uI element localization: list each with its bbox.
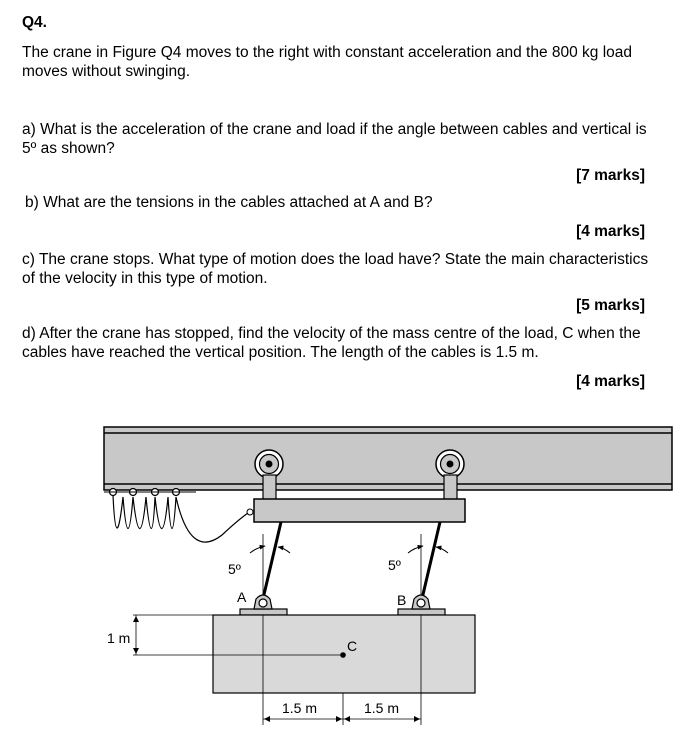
festoon-cable <box>113 495 248 542</box>
marks-part-d: [4 marks] <box>576 373 645 390</box>
point-label-c: C <box>347 638 358 654</box>
cable-b <box>421 522 440 603</box>
angle-label-right: 5º <box>388 557 401 573</box>
question-part-d: d) After the crane has stopped, find the velocity of the mass centre of the load, C when the cables have reached the vertical position. The length of the cables is 1.5 m. <box>22 325 641 361</box>
dimension-right: 1.5 m <box>364 700 400 716</box>
point-label-a: A <box>237 589 247 605</box>
question-intro: The crane in Figure Q4 moves to the right with constant acceleration and the 800 kg load moves without swinging. <box>22 44 633 80</box>
angle-label-left: 5º <box>228 561 241 577</box>
trolley <box>254 499 465 522</box>
trolley-wheel-right <box>436 450 464 478</box>
dimension-left: 1.5 m <box>282 700 318 716</box>
crane-beam <box>104 427 672 490</box>
centre-of-mass-c <box>340 652 346 658</box>
question-part-b: b) What are the tensions in the cables attached at A and B? <box>25 194 433 211</box>
question-part-c: c) The crane stops. What type of motion does the load have? State the main characteristics of the velocity in this type of motion. <box>22 251 649 287</box>
question-heading: Q4. <box>22 14 47 31</box>
question-part-a: a) What is the acceleration of the crane and load if the angle between cables and vertical is 5º as shown? <box>22 121 647 157</box>
attachment-a <box>240 595 287 615</box>
marks-part-a: [7 marks] <box>576 167 645 184</box>
cable-a <box>262 522 281 603</box>
marks-part-b: [4 marks] <box>576 223 645 240</box>
dimension-height: 1 m <box>107 630 131 646</box>
trolley-wheel-left <box>255 450 283 478</box>
point-label-b: B <box>397 592 407 608</box>
marks-part-c: [5 marks] <box>576 297 645 314</box>
